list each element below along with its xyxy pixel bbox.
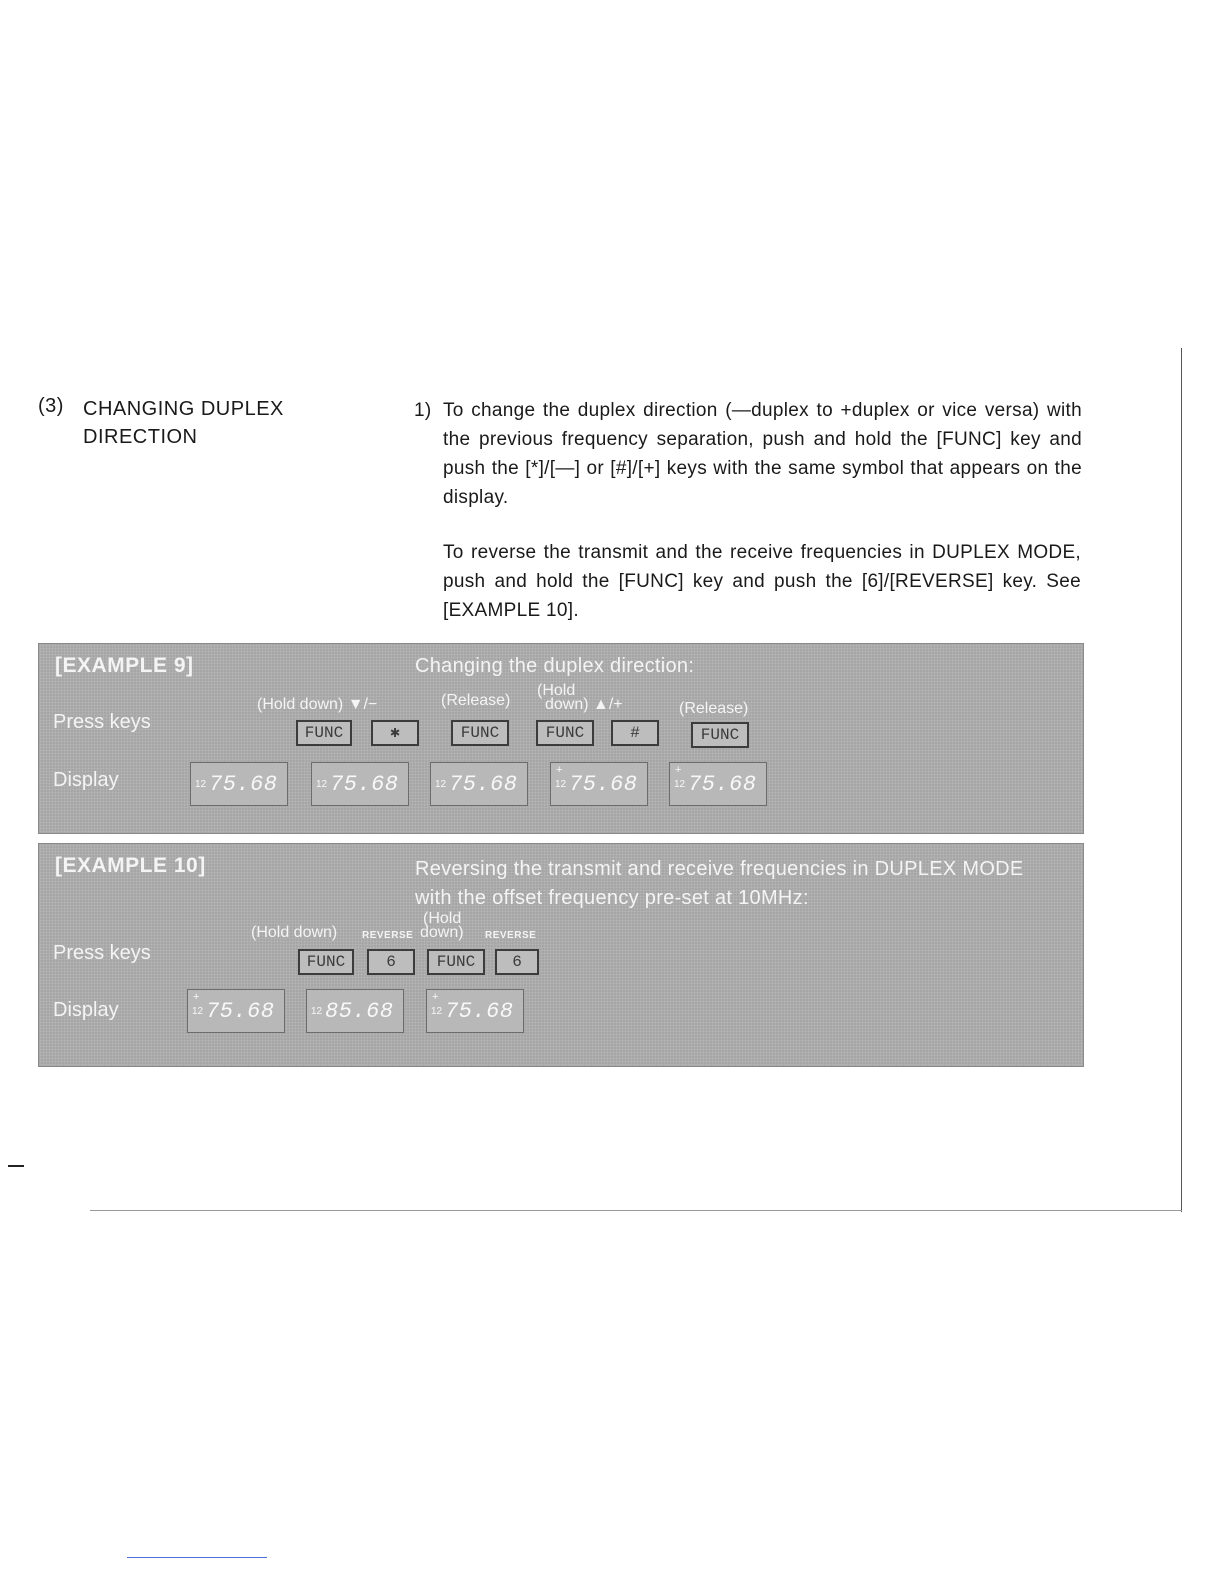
lcd-mhz: 12 xyxy=(316,779,328,790)
section-title xyxy=(83,395,284,451)
annotation-release-2: (Release) xyxy=(679,700,749,717)
duplex-sign: + xyxy=(193,991,200,1003)
instruction-item-1 xyxy=(414,396,1082,512)
lcd-mhz: 12 xyxy=(435,779,447,790)
func-key: FUNC xyxy=(691,722,749,748)
display-label: Display xyxy=(53,999,119,1021)
duplex-sign: + xyxy=(675,764,682,776)
annotation-hold-b: down) xyxy=(420,924,464,941)
press-keys-label: Press keys xyxy=(53,942,151,964)
page-right-rule xyxy=(1181,348,1182,1212)
lcd-mhz: 12 xyxy=(555,779,567,790)
section-title-line2: DIRECTION xyxy=(83,426,198,448)
lcd-display xyxy=(187,989,285,1033)
func-key: FUNC xyxy=(427,949,485,975)
annotation-hold-b: down) ▲/+ xyxy=(545,696,623,713)
lcd-frequency: 75.68 xyxy=(449,772,518,797)
lcd-display xyxy=(311,762,409,806)
lcd-display xyxy=(190,762,288,806)
lcd-frequency: 85.68 xyxy=(325,999,394,1024)
example-10-title-line1: Reversing the transmit and receive frequencies in DUPLEX MODE xyxy=(415,858,1024,880)
annotation-reverse-1: REVERSE xyxy=(362,930,414,941)
example-10-label: [EXAMPLE 10] xyxy=(55,854,206,877)
lcd-display xyxy=(306,989,404,1033)
lcd-mhz: 12 xyxy=(311,1006,323,1017)
annotation-hold-a: (Hold xyxy=(423,910,462,927)
lcd-display xyxy=(669,762,767,806)
example-9-title: Changing the duplex direction: xyxy=(415,655,695,677)
press-keys-label: Press keys xyxy=(53,711,151,733)
instruction-number: 1) xyxy=(414,400,432,421)
lcd-frequency: 75.68 xyxy=(569,772,638,797)
hash-key: # xyxy=(611,720,659,746)
annotation-reverse-2: REVERSE xyxy=(485,930,537,941)
duplex-sign: + xyxy=(556,764,563,776)
lcd-display xyxy=(426,989,524,1033)
asterisk-key: ✱ xyxy=(371,720,419,746)
display-label: Display xyxy=(53,769,119,791)
page-bottom-rule xyxy=(90,1210,1182,1211)
duplex-sign: + xyxy=(432,991,439,1003)
annotation-hold-a: (Hold xyxy=(537,682,576,699)
margin-dash xyxy=(8,1165,24,1167)
annotation-hold-down: (Hold down) xyxy=(251,924,338,941)
example-9-panel xyxy=(38,643,1084,834)
lcd-mhz: 12 xyxy=(431,1006,443,1017)
annotation-hold-down: (Hold down) ▼/− xyxy=(257,696,378,713)
func-key: FUNC xyxy=(298,949,354,975)
section-number: (3) xyxy=(38,395,64,417)
lcd-mhz: 12 xyxy=(674,779,686,790)
lcd-frequency: 75.68 xyxy=(688,772,757,797)
lcd-frequency: 75.68 xyxy=(445,999,514,1024)
section-title-line1: CHANGING DUPLEX xyxy=(83,398,284,420)
lcd-display xyxy=(550,762,648,806)
example-10-title-line2: with the offset frequency pre-set at 10MHz: xyxy=(415,887,809,909)
lcd-frequency: 75.68 xyxy=(206,999,275,1024)
lcd-frequency: 75.68 xyxy=(209,772,278,797)
lcd-mhz: 12 xyxy=(195,779,207,790)
six-key: 6 xyxy=(495,949,539,975)
six-key: 6 xyxy=(367,949,415,975)
example-10-panel xyxy=(38,843,1084,1067)
example-9-label: [EXAMPLE 9] xyxy=(55,654,194,677)
lcd-display xyxy=(430,762,528,806)
func-key: FUNC xyxy=(536,720,594,746)
instruction-paragraph-2: To reverse the transmit and the receive frequencies in DUPLEX MODE, push and hold the [FUNC] key and push the [6]/[REVERSE] key. See [EXAMPLE 10]. xyxy=(443,542,1081,621)
footer-line xyxy=(127,1557,267,1558)
func-key: FUNC xyxy=(451,720,509,746)
instruction-text: To change the duplex direction (—duplex to +duplex or vice versa) with the previous frequency separation, push and hold the [FUNC] key and push the [*]/[—] or [#]/[+] keys with the same symbol that appears on the display. xyxy=(443,400,1082,508)
func-key: FUNC xyxy=(296,720,352,746)
lcd-mhz: 12 xyxy=(192,1006,204,1017)
annotation-release-1: (Release) xyxy=(441,692,511,709)
lcd-frequency: 75.68 xyxy=(330,772,399,797)
